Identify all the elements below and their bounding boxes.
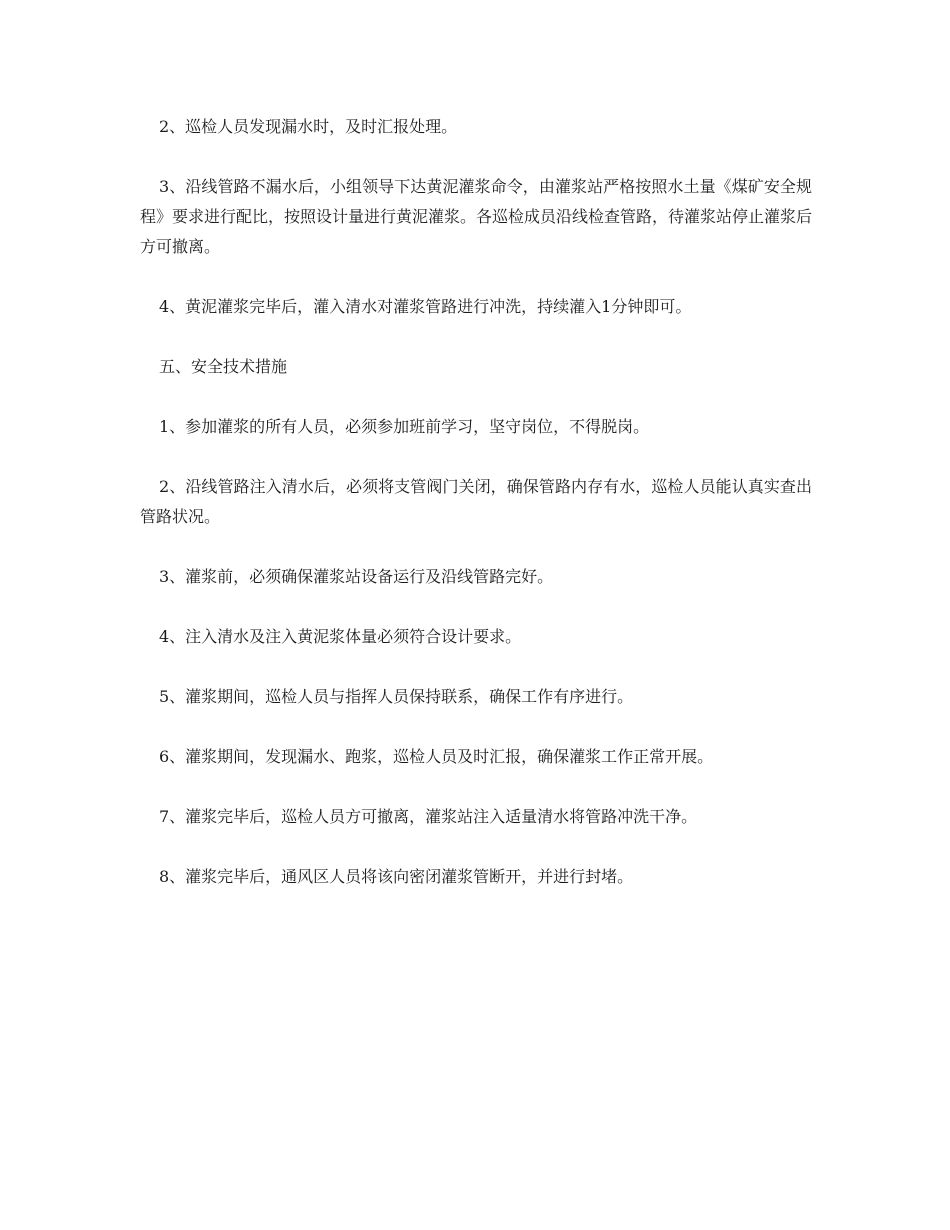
paragraph-inspection-leak-report: 2、巡检人员发现漏水时，及时汇报处理。 bbox=[159, 117, 458, 136]
paragraph-grouting-order: 3、沿线管路不漏水后，小组领导下达黄泥灌浆命令，由灌浆站严格按照水土量《煤矿安全规程》要求进行配比，按照设计量进行黄泥灌浆。各巡检成员沿线检查管路，待灌浆站停止灌浆后方可撤离。 bbox=[140, 177, 813, 256]
section-heading-safety-measures: 五、安全技术措施 bbox=[159, 357, 288, 376]
paragraph-safety-2: 2、沿线管路注入清水后，必须将支管阀门关闭，确保管路内存有水，巡检人员能认真实查出管路状况。 bbox=[140, 477, 812, 526]
paragraph-flush-pipeline: 4、黄泥灌浆完毕后，灌入清水对灌浆管路进行冲洗，持续灌入1分钟即可。 bbox=[159, 297, 692, 316]
paragraph-safety-7: 7、灌浆完毕后，巡检人员方可撤离，灌浆站注入适量清水将管路冲洗干净。 bbox=[159, 807, 698, 826]
paragraph-safety-4: 4、注入清水及注入黄泥浆体量必须符合设计要求。 bbox=[159, 627, 522, 646]
paragraph-safety-3: 3、灌浆前，必须确保灌浆站设备运行及沿线管路完好。 bbox=[159, 567, 554, 586]
paragraph-safety-5: 5、灌浆期间，巡检人员与指挥人员保持联系，确保工作有序进行。 bbox=[159, 687, 634, 706]
paragraph-safety-6: 6、灌浆期间，发现漏水、跑浆，巡检人员及时汇报，确保灌浆工作正常开展。 bbox=[159, 747, 714, 766]
document-body bbox=[140, 112, 812, 922]
paragraph-safety-1: 1、参加灌浆的所有人员，必须参加班前学习，坚守岗位，不得脱岗。 bbox=[159, 417, 650, 436]
paragraph-safety-8: 8、灌浆完毕后，通风区人员将该向密闭灌浆管断开，并进行封堵。 bbox=[159, 867, 634, 886]
